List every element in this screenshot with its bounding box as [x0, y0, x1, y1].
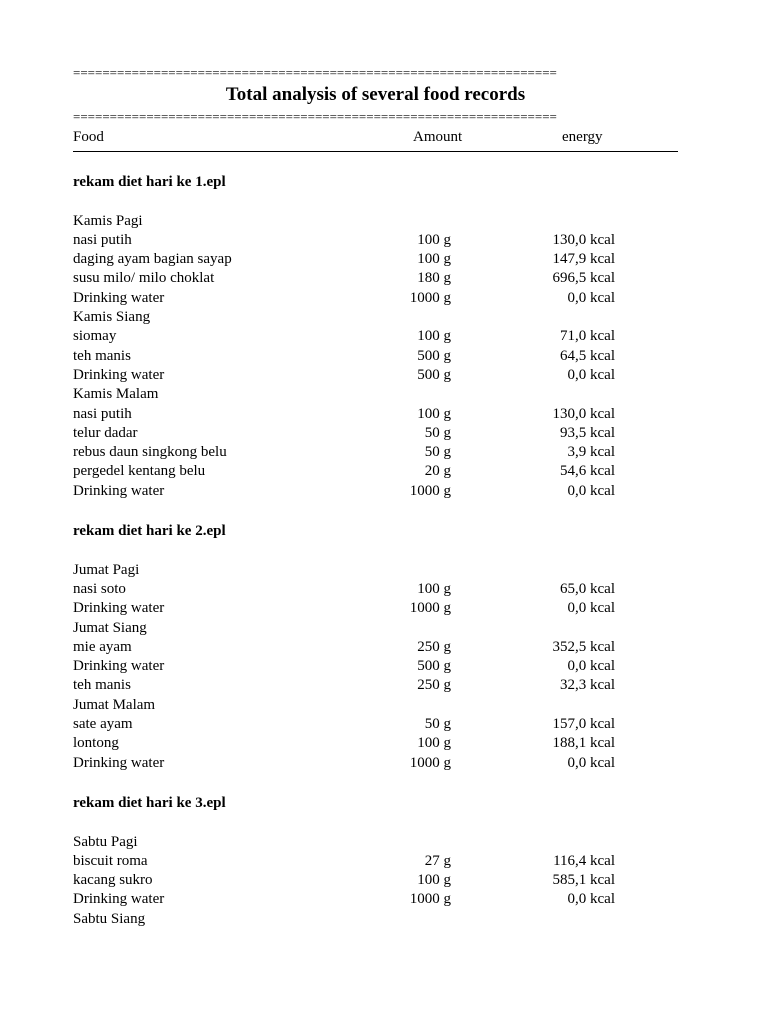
table-row	[73, 443, 678, 462]
record-section	[73, 522, 678, 773]
cell-energy: 71,0 kcal	[560, 328, 615, 345]
cell-energy: 3,9 kcal	[567, 444, 615, 461]
cell-amount: 100 g	[417, 580, 451, 597]
cell-amount: 500 g	[417, 658, 451, 675]
cell-energy: 116,4 kcal	[553, 852, 615, 869]
table-row	[73, 366, 678, 385]
cell-energy: 0,0 kcal	[567, 366, 615, 383]
cell-food: biscuit roma	[73, 852, 148, 869]
cell-food: Kamis Malam	[73, 386, 159, 403]
cell-food: kacang sukro	[73, 872, 153, 889]
table-row	[73, 385, 678, 404]
cell-food: Sabtu Pagi	[73, 833, 138, 850]
table-row	[73, 347, 678, 366]
table-row	[73, 327, 678, 346]
table-row	[73, 482, 678, 501]
cell-energy: 0,0 kcal	[567, 289, 615, 306]
cell-food: Drinking water	[73, 289, 165, 306]
cell-energy: 0,0 kcal	[567, 658, 615, 675]
cell-food: mie ayam	[73, 638, 132, 655]
header-food: Food	[73, 129, 104, 145]
cell-energy: 696,5 kcal	[552, 270, 615, 287]
cell-food: Jumat Siang	[73, 619, 147, 636]
cell-food: Jumat Malam	[73, 696, 156, 713]
cell-amount: 50 g	[424, 444, 451, 461]
cell-amount: 500 g	[417, 347, 451, 364]
cell-amount: 180 g	[417, 270, 451, 287]
document-page	[73, 64, 678, 929]
table-row	[73, 734, 678, 753]
cell-food: nasi putih	[73, 405, 132, 422]
table-row	[73, 212, 678, 231]
table-row	[73, 580, 678, 599]
table-row	[73, 599, 678, 618]
cell-food: Kamis Siang	[73, 309, 151, 326]
cell-amount: 50 g	[424, 424, 451, 441]
cell-energy: 188,1 kcal	[552, 735, 615, 752]
cell-energy: 147,9 kcal	[552, 251, 615, 268]
cell-food: susu milo/ milo choklat	[73, 270, 215, 287]
table-row	[73, 696, 678, 715]
cell-amount: 1000 g	[409, 600, 451, 617]
table-header	[73, 126, 678, 148]
table-row	[73, 890, 678, 909]
table-row	[73, 269, 678, 288]
table-row	[73, 676, 678, 695]
cell-amount: 1000 g	[409, 754, 451, 771]
table-row	[73, 289, 678, 308]
cell-food: Jumat Pagi	[73, 561, 140, 578]
cell-amount: 100 g	[417, 251, 451, 268]
cell-energy: 352,5 kcal	[552, 638, 615, 655]
cell-amount: 1000 g	[409, 482, 451, 499]
top-double-rule: ==================================================================	[73, 65, 557, 80]
header-rule	[73, 151, 678, 152]
table-row	[73, 754, 678, 773]
cell-amount: 500 g	[417, 366, 451, 383]
cell-energy: 32,3 kcal	[560, 677, 615, 694]
cell-food: telur dadar	[73, 424, 138, 441]
section-title: rekam diet hari ke 2.epl	[73, 523, 226, 540]
record-section	[73, 173, 678, 501]
cell-energy: 0,0 kcal	[567, 891, 615, 908]
cell-food: Sabtu Siang	[73, 910, 146, 927]
page-title: Total analysis of several food records	[225, 84, 526, 105]
cell-food: Drinking water	[73, 600, 165, 617]
table-row	[73, 462, 678, 481]
cell-food: pergedel kentang belu	[73, 463, 206, 480]
cell-food: lontong	[73, 735, 119, 752]
table-row	[73, 871, 678, 890]
table-row	[73, 561, 678, 580]
header-energy: energy	[562, 129, 603, 145]
cell-food: siomay	[73, 328, 117, 345]
food-records	[73, 173, 678, 929]
cell-amount: 1000 g	[409, 289, 451, 306]
cell-amount: 27 g	[424, 852, 451, 869]
cell-energy: 130,0 kcal	[552, 405, 615, 422]
cell-amount: 100 g	[417, 328, 451, 345]
cell-food: Drinking water	[73, 658, 165, 675]
cell-energy: 93,5 kcal	[560, 424, 615, 441]
table-row	[73, 638, 678, 657]
table-row	[73, 405, 678, 424]
table-row	[73, 657, 678, 676]
cell-energy: 0,0 kcal	[567, 600, 615, 617]
cell-energy: 64,5 kcal	[560, 347, 615, 364]
cell-food: Drinking water	[73, 891, 165, 908]
table-row	[73, 250, 678, 269]
table-row	[73, 715, 678, 734]
section-title: rekam diet hari ke 1.epl	[73, 174, 226, 190]
cell-food: teh manis	[73, 677, 131, 694]
table-row	[73, 910, 678, 929]
cell-food: nasi soto	[73, 580, 126, 597]
section-title: rekam diet hari ke 3.epl	[73, 794, 226, 811]
cell-food: sate ayam	[73, 716, 133, 733]
cell-amount: 100 g	[417, 405, 451, 422]
cell-food: teh manis	[73, 347, 131, 364]
cell-energy: 0,0 kcal	[567, 482, 615, 499]
cell-amount: 20 g	[424, 463, 451, 480]
cell-food: Drinking water	[73, 482, 165, 499]
cell-amount: 1000 g	[409, 891, 451, 908]
table-row	[73, 424, 678, 443]
cell-amount: 100 g	[417, 735, 451, 752]
cell-amount: 50 g	[424, 716, 451, 733]
cell-energy: 585,1 kcal	[552, 872, 615, 889]
cell-food: daging ayam bagian sayap	[73, 251, 232, 268]
cell-food: nasi putih	[73, 231, 132, 248]
cell-energy: 157,0 kcal	[552, 716, 615, 733]
table-row	[73, 852, 678, 871]
cell-amount: 250 g	[417, 677, 451, 694]
table-row	[73, 619, 678, 638]
cell-amount: 100 g	[417, 872, 451, 889]
table-row	[73, 833, 678, 852]
cell-amount: 100 g	[417, 231, 451, 248]
title-double-rule: ==================================================================	[73, 109, 557, 124]
cell-energy: 54,6 kcal	[560, 463, 615, 480]
cell-amount: 250 g	[417, 638, 451, 655]
cell-food: Drinking water	[73, 754, 165, 771]
cell-food: Kamis Pagi	[73, 212, 143, 229]
cell-food: Drinking water	[73, 366, 165, 383]
cell-food: rebus daun singkong belu	[73, 444, 227, 461]
cell-energy: 130,0 kcal	[552, 231, 615, 248]
header-amount: Amount	[413, 129, 463, 145]
cell-energy: 0,0 kcal	[567, 754, 615, 771]
table-row	[73, 231, 678, 250]
table-row	[73, 308, 678, 327]
cell-energy: 65,0 kcal	[560, 580, 615, 597]
record-section	[73, 794, 678, 929]
